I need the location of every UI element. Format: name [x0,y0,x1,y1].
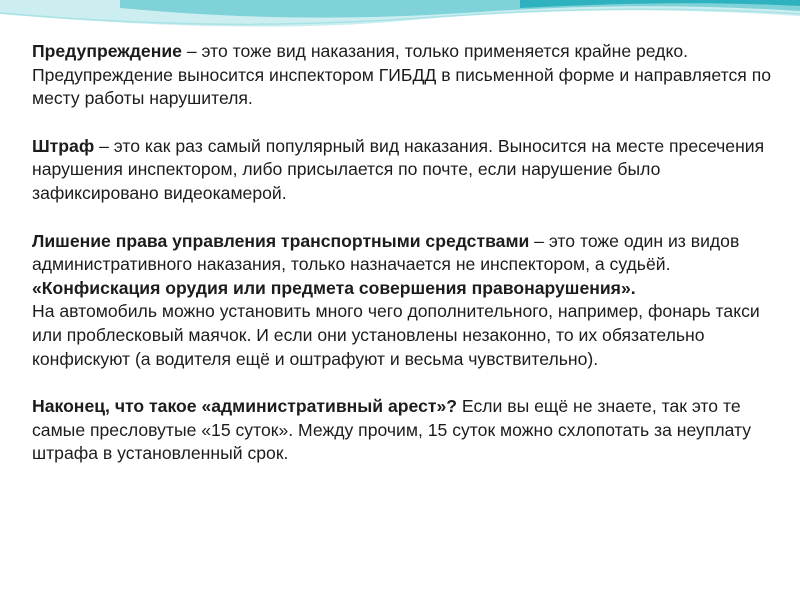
term-license-deprivation: Лишение права управления транспортными средствами [32,230,530,251]
text-fine: – это как раз самый популярный вид наказания. Выносится на месте пресечения нарушения инспектором, либо присылается по почте, если нарушение было зафиксировано видеокамерой. [32,135,765,203]
text-warning: – это тоже вид наказания, только применяется крайне редко. Предупреждение выносится инспектором ГИБДД в письменной форме и направляется по месту работы нарушителя. [32,41,772,109]
paragraph-warning [32,40,780,111]
term-warning: Предупреждение [32,41,182,61]
text-license-deprivation: – это тоже один из видов административного наказания, только назначается не инспектором, а судьёй. [32,230,740,275]
term-confiscation: «Конфискация орудия или предмета совершения правонарушения». [32,277,636,298]
paragraph-license-deprivation [32,230,780,277]
paragraph-confiscation-heading [32,277,780,301]
text-confiscation: На автомобиль можно установить много чего дополнительного, например, фонарь такси или проблесковый маячок. И если они установлены незаконно, то их обязательно конфискуют (а водителя ещё и оштрафуют и весьма чувствительно). [32,301,760,369]
paragraph-arrest [32,395,780,466]
spacer [32,206,780,230]
paragraph-confiscation [32,300,780,371]
spacer [32,371,780,395]
spacer [32,111,780,135]
text-arrest: Если вы ещё не знаете, так это те самые пресловутые «15 суток». Между прочим, 15 суток можно схлопотать за неуплату штрафа в установленный срок. [32,396,752,464]
slide-body [32,40,780,466]
term-fine: Штраф [32,135,95,156]
term-arrest: Наконец, что такое «административный арест»? [32,396,458,417]
paragraph-fine [32,135,780,206]
